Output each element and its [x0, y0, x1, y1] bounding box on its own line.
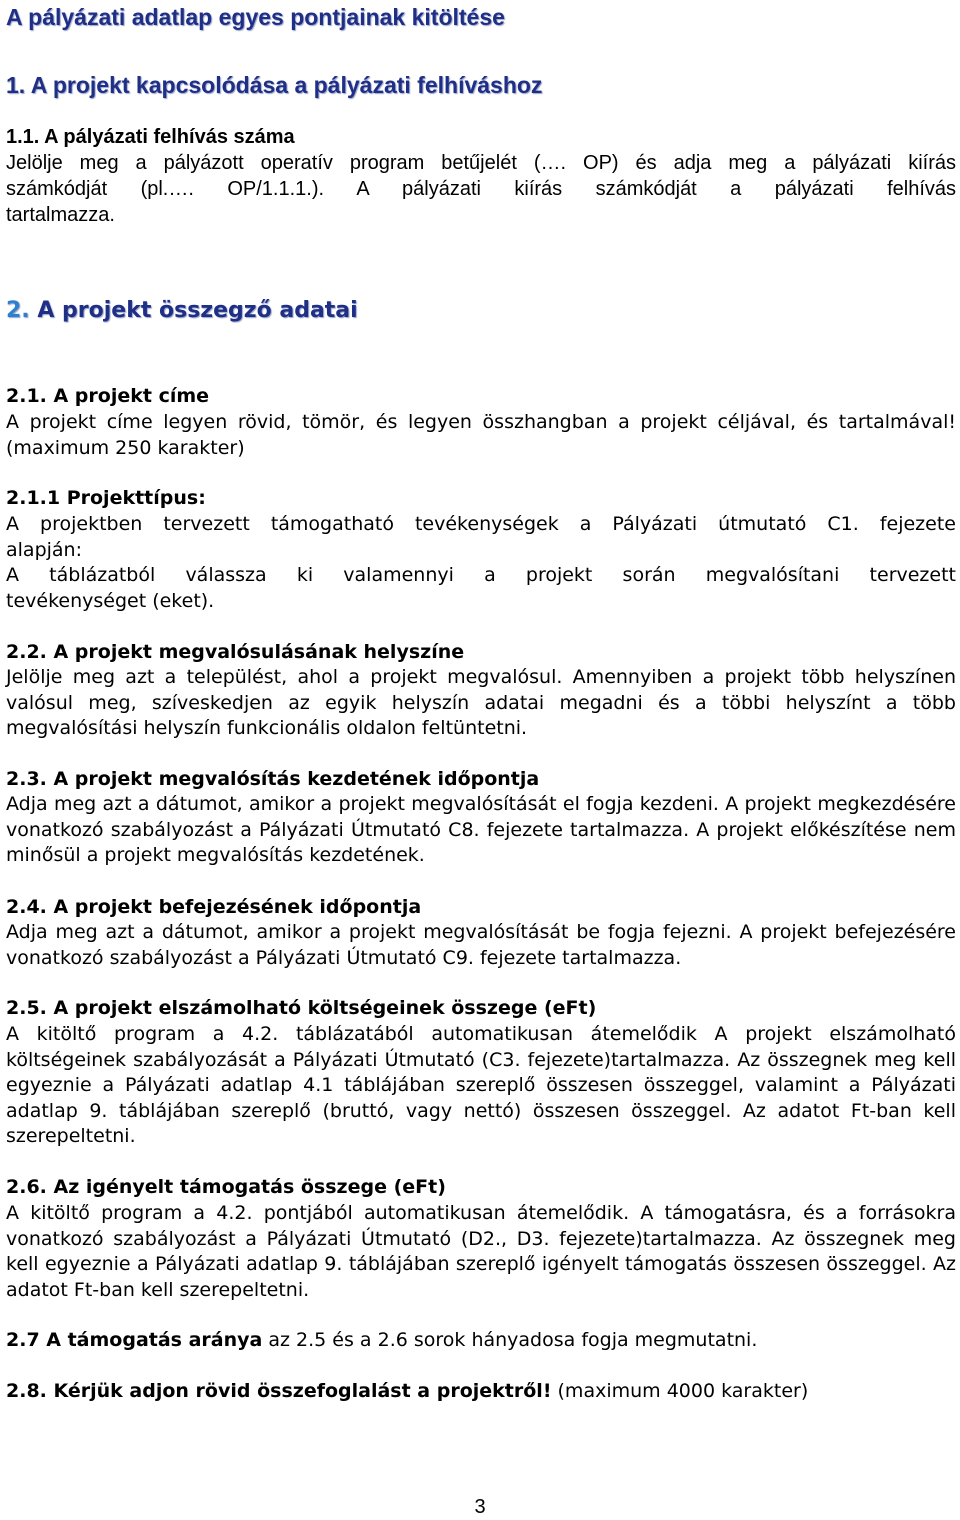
- section-2-5-body: A kitöltő program a 4.2. táblázatából automatikusan átemelődik A projekt elszámolható költségeinek szabályozását a Pályázati Útmutató (C3. fejezete)tartalmazza. Az összegnek meg kell egyeznie a Pályázati adatlap 4.1 táblájában szereplő összesen összeggel, valamint a Pályázati adatlap 9. táblájában szereplő (bruttó, vagy nettó) összesen összeggel. Az adatot Ft-ban kell szerepeltetni.: [6, 1023, 956, 1147]
- section-1-1-line-2: számkódját (pl.…. OP/1.1.1.). A pályázati kiírás számkódját a pályázati felhívás: [6, 178, 956, 200]
- section-2-5-heading: [6, 996, 956, 1022]
- section-2-1-1-title: 2.1.1 Projekttípus:: [6, 487, 206, 509]
- section-1-1-title: 1.1. A pályázati felhívás száma: [6, 126, 295, 148]
- section-2-1-heading: [6, 384, 956, 410]
- section-2-8-line: [6, 1379, 956, 1405]
- section-2-4-title: 2.4. A projekt befejezésének időpontja: [6, 896, 422, 918]
- section-2-6-heading: [6, 1175, 956, 1201]
- section-2-1-1-line-2: alapján:: [6, 539, 82, 561]
- section-2-1-title: 2.1. A projekt címe: [6, 385, 210, 407]
- section-2-6-title: 2.6. Az igényelt támogatás összege (eFt): [6, 1176, 446, 1198]
- section-2-title: A projekt összegző adatai: [29, 298, 358, 323]
- section-2-3-title: 2.3. A projekt megvalósítás kezdetének időpontja: [6, 768, 540, 790]
- section-1-1-line-3: tartalmazza.: [6, 204, 115, 226]
- section-1-heading: 1. A projekt kapcsolódása a pályázati felhíváshoz: [6, 72, 543, 98]
- page-number: 3: [474, 1496, 486, 1518]
- section-2-8-text: (maximum 4000 karakter): [551, 1380, 809, 1402]
- section-2-1-1-line-4: tevékenységet (eket).: [6, 590, 215, 612]
- section-2-5-title: 2.5. A projekt elszámolható költségeinek összege (eFt): [6, 997, 597, 1019]
- section-2-3-heading: [6, 767, 956, 793]
- section-2-7-title: 2.7 A támogatás aránya: [6, 1329, 263, 1351]
- section-2-1-1-heading: [6, 486, 956, 512]
- section-1-1-heading: [6, 124, 956, 150]
- section-2-1-1-line-1: A projektben tervezett támogatható tevékenységek a Pályázati útmutató C1. fejezete: [6, 513, 956, 535]
- section-2-7-text: az 2.5 és a 2.6 sorok hányadosa fogja megmutatni.: [262, 1329, 758, 1351]
- section-2-2-title: 2.2. A projekt megvalósulásának helyszíne: [6, 641, 465, 663]
- section-2-8-title: 2.8. Kérjük adjon rövid összefoglalást a projektről!: [6, 1380, 552, 1402]
- section-2-number: 2.: [6, 298, 30, 323]
- section-2-1-1-line-3: A táblázatból válassza ki valamennyi a projekt során megvalósítani tervezett: [6, 564, 956, 586]
- section-2-6-body: A kitöltő program a 4.2. pontjából automatikusan átemelődik. A támogatásra, és a forrásokra vonatkozó szabályozást a Pályázati Útmutató (D2., D3. fejezete)tartalmazza. Az összegnek meg kell egyeznie a Pályázati adatlap 9. táblájában szereplő igényelt támogatás összesen összeggel. Az adatot Ft-ban kell szerepeltetni.: [6, 1202, 956, 1301]
- section-2-7-line: [6, 1328, 956, 1354]
- section-1-1-line-1: Jelölje meg a pályázott operatív program betűjelét (…. OP) és adja meg a pályázati kiírás: [6, 152, 956, 174]
- document-title: A pályázati adatlap egyes pontjainak kitöltése: [6, 4, 505, 30]
- section-2-2-body: Jelölje meg azt a települést, ahol a projekt megvalósul. Amennyiben a projekt több helyszínen valósul meg, szíveskedjen az egyik helyszín adatai megadni és a többi helyszínt a több megvalósítási helyszín funkcionális oldalon feltüntetni.: [6, 666, 956, 739]
- section-2-3-body: Adja meg azt a dátumot, amikor a projekt megvalósítását el fogja kezdeni. A projekt megkezdésére vonatkozó szabályozást a Pályázati Útmutató C8. fejezete tartalmazza. A projekt előkészítése nem minősül a projekt megvalósítás kezdetének.: [6, 793, 956, 866]
- section-2-1-body: A projekt címe legyen rövid, tömör, és legyen összhangban a projekt céljával, és tartalmával! (maximum 250 karakter): [6, 411, 956, 459]
- section-2-4-heading: [6, 895, 956, 921]
- section-2-heading: [6, 298, 956, 323]
- section-2-4-body: Adja meg azt a dátumot, amikor a projekt megvalósítását be fogja fejezni. A projekt befejezésére vonatkozó szabályozást a Pályázati Útmutató C9. fejezete tartalmazza.: [6, 921, 956, 969]
- section-2-2-heading: [6, 640, 956, 666]
